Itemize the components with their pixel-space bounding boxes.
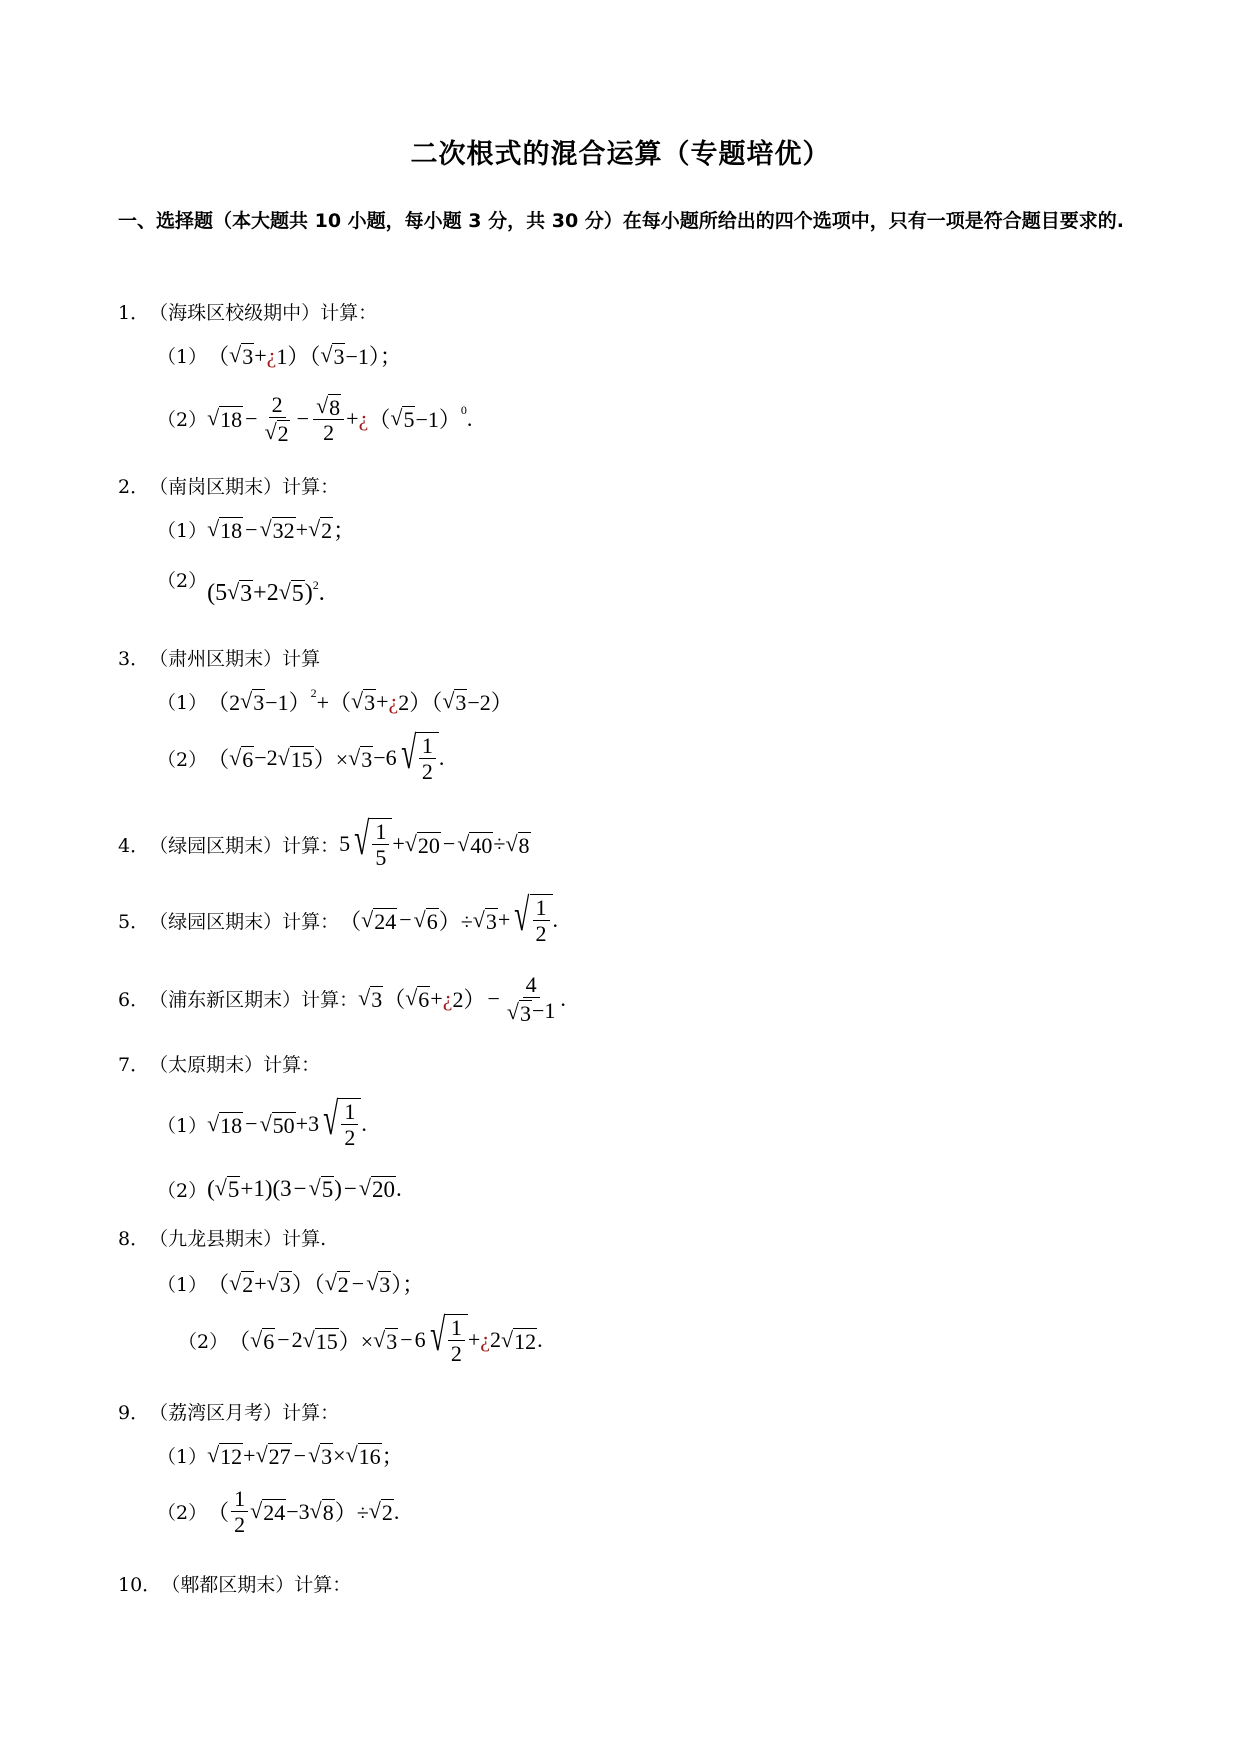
expression: √ 18 − √ 32 + √ 2 ； (207, 515, 356, 543)
problem-2-part-2 (157, 566, 325, 607)
problem-number: 8． (118, 1228, 150, 1250)
problem-source: （南岗区期末）计算： (149, 476, 340, 498)
part-label: （1） (157, 520, 208, 542)
part-label: （2） (157, 748, 208, 771)
part-label: （2） (157, 1502, 208, 1525)
problem-8-part-2 (178, 1309, 543, 1367)
problem-7 (118, 1050, 320, 1077)
problem-3 (118, 644, 320, 671)
problem-number: 6． (118, 989, 150, 1012)
expression: √ 18 − 2 √ 2 − √ 8 2 + ¿ （ √ 5 −1） 0 . (207, 392, 473, 447)
expression: （ √ 24 − √ 6 ）÷ √ 3 + √ $\frac{1}{2}$ . (339, 889, 559, 947)
part-label: （1） (157, 692, 208, 714)
expression: （ √ 6 − 2 √ 15 ）× √ 3 − 6 √ $\frac{1}{2}$ + ¿ 2 √ 12 . (228, 1309, 543, 1367)
problem-8 (118, 1224, 326, 1251)
problem-source: （海珠区校级期中）计算： (149, 302, 378, 324)
problem-4 (118, 813, 531, 871)
expression: （2 √ 3 −1） 2 +（ √ 3 + ¿ 2）（ √ 3 −2） (207, 686, 513, 715)
problem-source: （肃州区期末）计算 (149, 648, 321, 670)
expression: ( √ 5 +1)(3 − √ 5 ) − √ 20 . (207, 1175, 402, 1203)
part-label: （1） (157, 1114, 208, 1137)
expression: √ 18 − √ 50 +3 √ $\frac{1}{2}$ . (207, 1093, 367, 1151)
problem-2-part-1 (157, 514, 355, 545)
part-label: （2） (157, 409, 208, 432)
problem-9-part-2 (157, 1486, 399, 1538)
problem-number: 2． (118, 476, 150, 498)
part-label: （1） (157, 346, 208, 368)
problem-9 (118, 1398, 339, 1425)
problem-source: （九龙县期末）计算. (149, 1228, 327, 1250)
page-title: 二次根式的混合运算（专题培优） (410, 139, 831, 170)
problem-9-part-1 (157, 1440, 404, 1471)
problem-source: （郫都区期末）计算： (161, 1574, 352, 1596)
problem-source: （绿园区期末）计算： (149, 834, 340, 857)
expression: √ 12 + √ 27 − √ 3 × √ 16 ； (207, 1441, 404, 1469)
part-label: （2） (157, 1180, 208, 1202)
expression: (5 √ 3 +2 √ 5 ) 2 . (207, 578, 325, 607)
expression: （ √ 2 + √ 3 ）（ √ 2 − √ 3 ）； (207, 1269, 425, 1297)
problem-number: 7． (118, 1054, 150, 1076)
problem-source: （绿园区期末）计算： (149, 910, 340, 933)
expression: （ $\frac{1}{2}$ √ 24 −3 √ 8 ）÷ √ 2 . (207, 1486, 400, 1538)
part-label: （1） (157, 1446, 208, 1468)
problem-1-part-2 (157, 392, 472, 445)
problem-7-part-1 (157, 1093, 367, 1151)
expression: （ √ 3 + ¿ 1）（ √ 3 −1）； (207, 341, 402, 369)
problem-6 (118, 972, 566, 1025)
problem-8-part-1 (157, 1268, 424, 1299)
expression: 5 √ $\frac{1}{5}$ + √ 20 − √ 40 ÷ √ 8 (339, 813, 530, 871)
part-label: （1） (157, 1274, 208, 1296)
problem-source: （浦东新区期末）计算： (149, 989, 359, 1012)
problem-5 (118, 889, 559, 947)
expression: √ 3 （ √ 6 + ¿ 2） − 4 √ 3 −1 . (358, 972, 566, 1027)
problem-3-part-1 (157, 686, 513, 717)
problem-source: （荔湾区月考）计算： (149, 1402, 340, 1424)
problem-number: 3． (118, 648, 150, 670)
part-label: （2） (178, 1330, 229, 1353)
problem-number: 4． (118, 834, 150, 857)
problem-7-part-2 (157, 1176, 402, 1203)
problem-number: 1． (118, 302, 150, 324)
problem-number: 10． (118, 1574, 162, 1596)
problem-2 (118, 472, 339, 499)
part-label: （2） (157, 570, 208, 592)
problem-1 (118, 298, 377, 325)
problem-1-part-1 (157, 340, 402, 371)
problem-number: 5． (118, 910, 150, 933)
problem-number: 9． (118, 1402, 150, 1424)
expression: （ √ 6 −2 √ 15 ）× √ 3 −6 √ $\frac{1}{2}$ . (207, 727, 445, 785)
section-header: 一、选择题（本大题共 10 小题，每小题 3 分，共 30 分）在每小题所给出的四个选项中，只有一项是符合题目要求的. (118, 210, 1125, 232)
problem-source: （太原期末）计算： (149, 1054, 321, 1076)
problem-3-part-2 (157, 727, 445, 785)
problem-10 (118, 1570, 351, 1597)
